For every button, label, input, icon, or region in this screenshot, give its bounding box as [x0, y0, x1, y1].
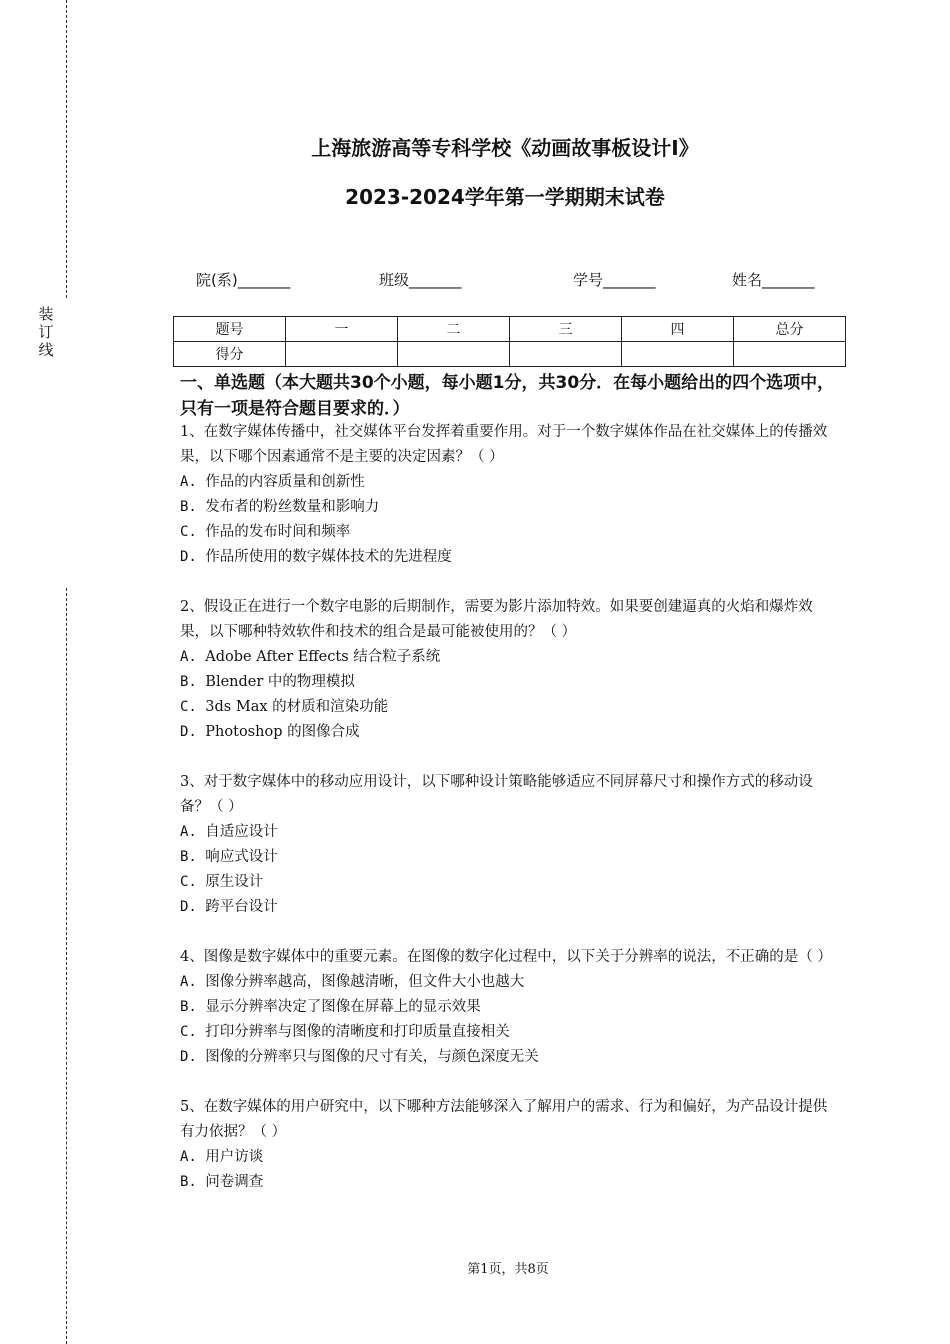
score-table-cell: 三 [510, 317, 622, 342]
option-letter: D. [180, 549, 197, 565]
score-table-cell[interactable] [622, 342, 734, 367]
option[interactable] [180, 1020, 840, 1045]
option[interactable] [180, 470, 840, 495]
option-text: Photoshop 的图像合成 [205, 724, 360, 740]
binding-char: 装 [38, 305, 54, 323]
option[interactable] [180, 545, 840, 570]
option-letter: C. [180, 874, 197, 890]
score-table-cell[interactable] [286, 342, 398, 367]
option-text: 显示分辨率决定了图像在屏幕上的显示效果 [205, 999, 481, 1015]
question-item [180, 420, 840, 570]
option-text: 用户访谈 [205, 1149, 264, 1165]
name-field[interactable]: 姓名_______ [732, 271, 815, 289]
option-text: 发布者的粉丝数量和影响力 [205, 499, 380, 515]
question-stem: 4、图像是数字媒体中的重要元素。在图像的数字化过程中，以下关于分辨率的说法，不正确的是（ ） [180, 949, 832, 965]
option-letter: B. [180, 674, 197, 690]
option-letter: D. [180, 724, 197, 740]
binding-char: 线 [38, 341, 54, 359]
section-heading: 一、单选题（本大题共30个小题，每小题1分，共30分．在每小题给出的四个选项中，只有一项是符合题目要求的．） [180, 373, 835, 419]
exam-title-line2: 2023-2024学年第一学期期末试卷 [345, 185, 665, 209]
option-text: 自适应设计 [205, 824, 278, 840]
option-text: Adobe After Effects 结合粒子系统 [205, 649, 441, 665]
score-table-cell: 得分 [174, 342, 286, 367]
question-item [180, 1095, 840, 1195]
option-letter: B. [180, 1174, 197, 1190]
score-table-header-row [174, 317, 846, 342]
option-letter: C. [180, 524, 197, 540]
option-text: 作品的内容质量和创新性 [205, 474, 365, 490]
score-table-cell[interactable] [510, 342, 622, 367]
option-letter: C. [180, 699, 197, 715]
binding-label [36, 305, 56, 359]
score-table-score-row [174, 342, 846, 367]
option-letter: D. [180, 899, 197, 915]
option[interactable] [180, 520, 840, 545]
option-text: Blender 中的物理模拟 [205, 674, 355, 690]
option-text: 打印分辨率与图像的清晰度和打印质量直接相关 [205, 1024, 510, 1040]
option[interactable] [180, 670, 840, 695]
option[interactable] [180, 895, 840, 920]
page-number: 第1页，共8页 [467, 1262, 549, 1277]
option[interactable] [180, 970, 840, 995]
student-info-row [0, 269, 950, 293]
option-letter: C. [180, 1024, 197, 1040]
option-text: 作品所使用的数字媒体技术的先进程度 [205, 549, 452, 565]
question-list [180, 420, 840, 1220]
option[interactable] [180, 845, 840, 870]
score-table-cell: 总分 [734, 317, 846, 342]
option[interactable] [180, 645, 840, 670]
option-letter: B. [180, 999, 197, 1015]
score-table-cell: 一 [286, 317, 398, 342]
option-letter: B. [180, 849, 197, 865]
score-table [173, 316, 846, 367]
option-letter: A. [180, 1149, 197, 1165]
question-stem: 2、假设正在进行一个数字电影的后期制作，需要为影片添加特效。如果要创建逼真的火焰和爆炸效果，以下哪种特效软件和技术的组合是最可能被使用的？（ ） [180, 599, 813, 640]
question-stem: 5、在数字媒体的用户研究中，以下哪种方法能够深入了解用户的需求、行为和偏好，为产品设计提供有力依据？（ ） [180, 1099, 828, 1140]
binding-dashed-line-bottom [66, 588, 67, 1344]
question-stem: 3、对于数字媒体中的移动应用设计，以下哪种设计策略能够适应不同屏幕尺寸和操作方式的移动设备？（ ） [180, 774, 813, 815]
option[interactable] [180, 820, 840, 845]
question-item [180, 945, 840, 1070]
class-field[interactable]: 班级_______ [379, 271, 462, 289]
option-letter: B. [180, 499, 197, 515]
question-item [180, 595, 840, 745]
student-id-field[interactable]: 学号_______ [573, 271, 656, 289]
question-stem: 1、在数字媒体传播中，社交媒体平台发挥着重要作用。对于一个数字媒体作品在社交媒体上的传播效果，以下哪个因素通常不是主要的决定因素？（ ） [180, 424, 828, 465]
option-text: 原生设计 [205, 874, 264, 890]
option[interactable] [180, 1045, 840, 1070]
binding-char: 订 [38, 323, 54, 341]
score-table-cell: 题号 [174, 317, 286, 342]
option-text: 3ds Max 的材质和渲染功能 [205, 699, 389, 715]
option[interactable] [180, 1145, 840, 1170]
score-table-cell: 四 [622, 317, 734, 342]
option-letter: A. [180, 824, 197, 840]
option-text: 响应式设计 [205, 849, 278, 865]
exam-title-line1: 上海旅游高等专科学校《动画故事板设计Ⅰ》 [311, 136, 699, 160]
score-table-cell[interactable] [734, 342, 846, 367]
option-text: 问卷调查 [205, 1174, 264, 1190]
option-text: 跨平台设计 [205, 899, 278, 915]
option-letter: D. [180, 1049, 197, 1065]
option[interactable] [180, 870, 840, 895]
score-table-cell: 二 [398, 317, 510, 342]
option-letter: A. [180, 474, 197, 490]
option[interactable] [180, 995, 840, 1020]
option[interactable] [180, 720, 840, 745]
option-letter: A. [180, 649, 197, 665]
question-item [180, 770, 840, 920]
option[interactable] [180, 1170, 840, 1195]
option[interactable] [180, 695, 840, 720]
department-field[interactable]: 院(系)_______ [196, 271, 291, 289]
option[interactable] [180, 495, 840, 520]
score-table-cell[interactable] [398, 342, 510, 367]
option-text: 作品的发布时间和频率 [205, 524, 351, 540]
option-letter: A. [180, 974, 197, 990]
option-text: 图像分辨率越高，图像越清晰，但文件大小也越大 [205, 974, 525, 990]
option-text: 图像的分辨率只与图像的尺寸有关，与颜色深度无关 [205, 1049, 539, 1065]
